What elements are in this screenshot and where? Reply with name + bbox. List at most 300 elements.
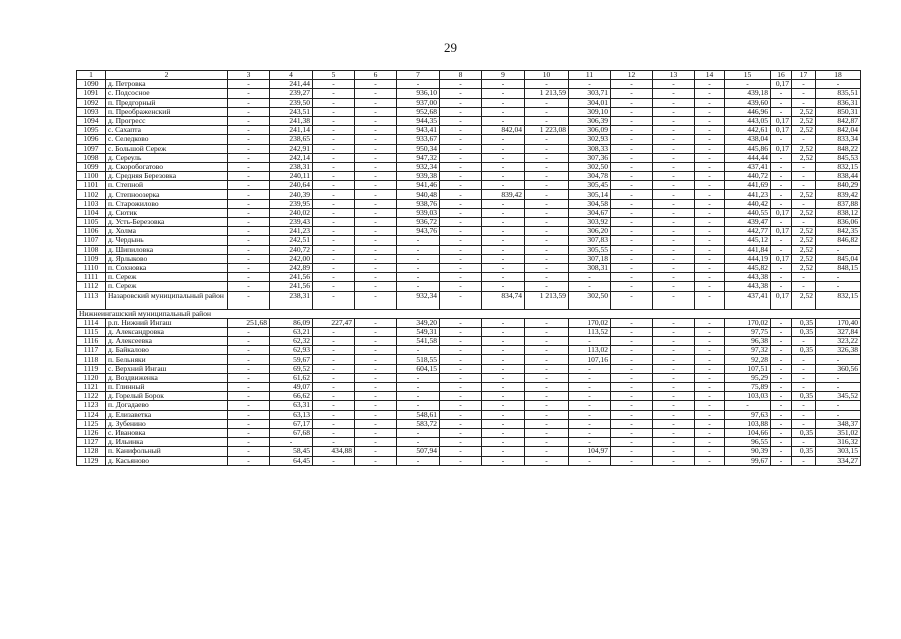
cell-value: 305,45 xyxy=(569,181,611,190)
cell-value: - xyxy=(653,172,695,181)
cell-value: - xyxy=(611,190,653,199)
cell-value: - xyxy=(482,318,525,327)
cell-value: 1 223,08 xyxy=(525,126,569,135)
cell-value: - xyxy=(569,383,611,392)
cell-value: 939,38 xyxy=(397,172,440,181)
cell-value: - xyxy=(482,116,525,125)
cell-value: - xyxy=(355,401,397,410)
cell-value: - xyxy=(482,236,525,245)
section-row xyxy=(77,309,861,318)
cell-value: - xyxy=(653,80,695,89)
cell-value: - xyxy=(695,80,725,89)
cell-value: 836,06 xyxy=(816,218,861,227)
cell-value: - xyxy=(228,456,270,465)
cell-value: 243,51 xyxy=(270,107,313,116)
cell-value: 440,72 xyxy=(725,172,771,181)
cell-value: 97,63 xyxy=(725,410,771,419)
column-number: 3 xyxy=(228,71,270,80)
cell-value: - xyxy=(355,383,397,392)
row-number: 1109 xyxy=(77,254,106,263)
table-row xyxy=(77,456,861,465)
settlement-name: д. Александровка xyxy=(106,327,228,336)
cell-value: 95,29 xyxy=(725,373,771,382)
cell-value: 97,75 xyxy=(725,327,771,336)
cell-value: - xyxy=(482,438,525,447)
cell-value: 437,41 xyxy=(725,162,771,171)
cell-value: 241,56 xyxy=(270,282,313,291)
cell-value: 0,17 xyxy=(771,291,792,309)
cell-value: - xyxy=(313,428,355,437)
cell-value: - xyxy=(695,392,725,401)
cell-value: 67,17 xyxy=(270,419,313,428)
row-number: 1129 xyxy=(77,456,106,465)
cell-value: - xyxy=(355,245,397,254)
cell-value: - xyxy=(313,135,355,144)
cell-value: - xyxy=(525,327,569,336)
cell-value: - xyxy=(653,245,695,254)
cell-value: - xyxy=(695,254,725,263)
cell-value: - xyxy=(440,172,482,181)
cell-value: - xyxy=(792,383,816,392)
cell-value: - xyxy=(440,227,482,236)
cell-value: 943,76 xyxy=(397,227,440,236)
cell-value: 323,22 xyxy=(816,337,861,346)
cell-value: - xyxy=(653,227,695,236)
cell-value: - xyxy=(771,107,792,116)
cell-value: 842,04 xyxy=(482,126,525,135)
cell-value: 67,68 xyxy=(270,428,313,437)
cell-value: - xyxy=(611,419,653,428)
cell-value: - xyxy=(440,346,482,355)
cell-value: - xyxy=(355,190,397,199)
cell-value: - xyxy=(611,245,653,254)
cell-value: - xyxy=(569,438,611,447)
cell-value: - xyxy=(440,373,482,382)
settlement-name: п. Сереж xyxy=(106,282,228,291)
cell-value: - xyxy=(355,273,397,282)
cell-value: 444,19 xyxy=(725,254,771,263)
cell-value: - xyxy=(611,383,653,392)
cell-value: 239,27 xyxy=(270,89,313,98)
cell-value: - xyxy=(816,245,861,254)
cell-value: 307,18 xyxy=(569,254,611,263)
cell-value: 241,14 xyxy=(270,126,313,135)
cell-value: - xyxy=(611,273,653,282)
cell-value: - xyxy=(792,89,816,98)
cell-value: - xyxy=(525,135,569,144)
cell-value: - xyxy=(569,410,611,419)
cell-value: - xyxy=(611,236,653,245)
cell-value: - xyxy=(482,135,525,144)
cell-value: 345,52 xyxy=(816,392,861,401)
cell-value: - xyxy=(653,364,695,373)
cell-value: - xyxy=(228,364,270,373)
settlement-name: с. Сахапта xyxy=(106,126,228,135)
cell-value: - xyxy=(792,419,816,428)
row-number: 1118 xyxy=(77,355,106,364)
cell-value: - xyxy=(771,355,792,364)
cell-value: - xyxy=(355,172,397,181)
cell-value: - xyxy=(771,456,792,465)
cell-value: 846,82 xyxy=(816,236,861,245)
table-row xyxy=(77,364,861,373)
cell-value: - xyxy=(771,383,792,392)
cell-value: - xyxy=(440,410,482,419)
cell-value: 302,50 xyxy=(569,291,611,309)
cell-value: 75,89 xyxy=(725,383,771,392)
cell-value: 0,17 xyxy=(771,208,792,217)
cell-value: - xyxy=(569,273,611,282)
cell-value: - xyxy=(228,181,270,190)
row-number: 1100 xyxy=(77,172,106,181)
column-number: 10 xyxy=(525,71,569,80)
cell-value: - xyxy=(525,190,569,199)
cell-value: 940,48 xyxy=(397,190,440,199)
column-number: 6 xyxy=(355,71,397,80)
cell-value: 839,42 xyxy=(816,190,861,199)
cell-value: - xyxy=(771,181,792,190)
cell-value: - xyxy=(771,98,792,107)
cell-value: - xyxy=(313,291,355,309)
cell-value: - xyxy=(792,364,816,373)
cell-value: - xyxy=(397,428,440,437)
cell-value: - xyxy=(695,373,725,382)
cell-value: - xyxy=(228,218,270,227)
cell-value: - xyxy=(355,428,397,437)
cell-value: - xyxy=(482,199,525,208)
cell-value: - xyxy=(440,355,482,364)
cell-value: - xyxy=(525,282,569,291)
cell-value: - xyxy=(792,438,816,447)
cell-value: - xyxy=(695,172,725,181)
cell-value: - xyxy=(695,337,725,346)
cell-value: - xyxy=(525,172,569,181)
cell-value: - xyxy=(482,254,525,263)
cell-value: 348,37 xyxy=(816,419,861,428)
cell-value: - xyxy=(313,273,355,282)
row-number: 1117 xyxy=(77,346,106,355)
cell-value: - xyxy=(653,144,695,153)
cell-value: - xyxy=(816,282,861,291)
cell-value: - xyxy=(397,346,440,355)
cell-value: - xyxy=(569,80,611,89)
cell-value: 943,41 xyxy=(397,126,440,135)
cell-value: - xyxy=(440,199,482,208)
settlement-name: д. Петровка xyxy=(106,80,228,89)
cell-value: - xyxy=(482,383,525,392)
table-row xyxy=(77,438,861,447)
cell-value: - xyxy=(355,346,397,355)
cell-value: - xyxy=(355,282,397,291)
cell-value: - xyxy=(653,98,695,107)
cell-value: - xyxy=(695,318,725,327)
cell-value: - xyxy=(397,392,440,401)
cell-value: - xyxy=(653,254,695,263)
cell-value: - xyxy=(440,327,482,336)
cell-value: - xyxy=(695,199,725,208)
cell-value: - xyxy=(792,135,816,144)
cell-value: - xyxy=(792,373,816,382)
table-row xyxy=(77,245,861,254)
settlement-name: д. Средняя Березовка xyxy=(106,172,228,181)
cell-value: - xyxy=(482,419,525,428)
cell-value: - xyxy=(771,318,792,327)
cell-value: - xyxy=(725,401,771,410)
cell-value: - xyxy=(611,80,653,89)
cell-value: 442,77 xyxy=(725,227,771,236)
cell-value: - xyxy=(525,364,569,373)
cell-value: - xyxy=(482,181,525,190)
cell-value: - xyxy=(771,447,792,456)
cell-value: - xyxy=(695,245,725,254)
settlement-name: с. Верхний Ингаш xyxy=(106,364,228,373)
cell-value: 62,32 xyxy=(270,337,313,346)
cell-value: 937,00 xyxy=(397,98,440,107)
cell-value: - xyxy=(653,447,695,456)
row-number: 1092 xyxy=(77,98,106,107)
cell-value: - xyxy=(816,401,861,410)
cell-value: - xyxy=(313,80,355,89)
cell-value: - xyxy=(611,126,653,135)
cell-value: 306,20 xyxy=(569,227,611,236)
cell-value: 932,34 xyxy=(397,291,440,309)
cell-value: 845,04 xyxy=(816,254,861,263)
cell-value: 103,03 xyxy=(725,392,771,401)
cell-value: 443,05 xyxy=(725,116,771,125)
cell-value: 90,39 xyxy=(725,447,771,456)
cell-value: 0,17 xyxy=(771,227,792,236)
cell-value: - xyxy=(611,355,653,364)
cell-value: - xyxy=(695,153,725,162)
cell-value: - xyxy=(525,218,569,227)
cell-value: 96,55 xyxy=(725,438,771,447)
cell-value: - xyxy=(440,282,482,291)
table-row xyxy=(77,273,861,282)
cell-value: - xyxy=(228,355,270,364)
cell-value: - xyxy=(695,126,725,135)
cell-value: 518,55 xyxy=(397,355,440,364)
cell-value: - xyxy=(482,227,525,236)
cell-value: - xyxy=(653,383,695,392)
cell-value: - xyxy=(482,153,525,162)
cell-value: - xyxy=(313,208,355,217)
cell-value: - xyxy=(695,181,725,190)
cell-value: - xyxy=(482,282,525,291)
cell-value: - xyxy=(611,327,653,336)
cell-value: - xyxy=(653,428,695,437)
column-number: 13 xyxy=(653,71,695,80)
cell-value: 446,96 xyxy=(725,107,771,116)
row-number: 1094 xyxy=(77,116,106,125)
cell-value: 445,12 xyxy=(725,236,771,245)
row-number: 1124 xyxy=(77,410,106,419)
cell-value: - xyxy=(611,116,653,125)
cell-value: 445,86 xyxy=(725,144,771,153)
cell-value: 59,67 xyxy=(270,355,313,364)
settlement-name: п. Канифольный xyxy=(106,447,228,456)
row-number: 1107 xyxy=(77,236,106,245)
table-row xyxy=(77,144,861,153)
cell-value: 240,02 xyxy=(270,208,313,217)
cell-value: - xyxy=(569,373,611,382)
settlement-name: д. Касьяново xyxy=(106,456,228,465)
cell-value: - xyxy=(313,419,355,428)
cell-value: - xyxy=(313,144,355,153)
row-number: 1115 xyxy=(77,327,106,336)
cell-value: - xyxy=(771,236,792,245)
cell-value: - xyxy=(771,89,792,98)
cell-value: - xyxy=(355,236,397,245)
cell-value: - xyxy=(355,337,397,346)
cell-value: - xyxy=(653,199,695,208)
cell-value: - xyxy=(771,273,792,282)
cell-value: 305,14 xyxy=(569,190,611,199)
cell-value: 251,68 xyxy=(228,318,270,327)
settlement-name: д. Алексеевка xyxy=(106,337,228,346)
cell-value: - xyxy=(228,392,270,401)
cell-value: - xyxy=(653,318,695,327)
cell-value: 61,62 xyxy=(270,373,313,382)
settlement-name: д. Елизаветка xyxy=(106,410,228,419)
column-number: 16 xyxy=(771,71,792,80)
cell-value: - xyxy=(525,346,569,355)
cell-value: 437,41 xyxy=(725,291,771,309)
cell-value: - xyxy=(228,282,270,291)
cell-value: - xyxy=(355,373,397,382)
settlement-name: д. Сютик xyxy=(106,208,228,217)
table-row xyxy=(77,107,861,116)
cell-value: 170,02 xyxy=(569,318,611,327)
cell-value: 2,52 xyxy=(792,254,816,263)
cell-value: 304,67 xyxy=(569,208,611,217)
cell-value: - xyxy=(355,199,397,208)
cell-value: 434,88 xyxy=(313,447,355,456)
cell-value: - xyxy=(440,245,482,254)
cell-value: - xyxy=(525,199,569,208)
cell-value: 240,72 xyxy=(270,245,313,254)
table-row xyxy=(77,401,861,410)
cell-value: 850,31 xyxy=(816,107,861,116)
cell-value: - xyxy=(611,199,653,208)
cell-value: - xyxy=(653,116,695,125)
cell-value: 2,52 xyxy=(792,126,816,135)
settlement-name: п. Глинный xyxy=(106,383,228,392)
table-row xyxy=(77,428,861,437)
row-number: 1101 xyxy=(77,181,106,190)
cell-value: - xyxy=(313,383,355,392)
cell-value: 104,66 xyxy=(725,428,771,437)
cell-value: - xyxy=(695,364,725,373)
cell-value: - xyxy=(313,355,355,364)
cell-value: - xyxy=(313,236,355,245)
cell-value: - xyxy=(313,245,355,254)
cell-value: - xyxy=(792,337,816,346)
cell-value: - xyxy=(653,392,695,401)
cell-value: - xyxy=(355,254,397,263)
settlement-name: п. Сохновка xyxy=(106,263,228,272)
cell-value: - xyxy=(792,282,816,291)
cell-value: 240,11 xyxy=(270,172,313,181)
cell-value: - xyxy=(653,327,695,336)
cell-value: - xyxy=(440,401,482,410)
cell-value: 62,93 xyxy=(270,346,313,355)
table-row xyxy=(77,337,861,346)
cell-value: - xyxy=(482,364,525,373)
settlement-name: п. Старожилово xyxy=(106,199,228,208)
cell-value: - xyxy=(653,263,695,272)
cell-value: - xyxy=(653,337,695,346)
cell-value: - xyxy=(695,162,725,171)
cell-value: - xyxy=(525,318,569,327)
tariff-table xyxy=(76,70,861,466)
cell-value: - xyxy=(525,144,569,153)
settlement-name: с. Подсосное xyxy=(106,89,228,98)
cell-value: 439,60 xyxy=(725,98,771,107)
cell-value: 303,15 xyxy=(816,447,861,456)
cell-value: - xyxy=(228,410,270,419)
cell-value: 242,91 xyxy=(270,144,313,153)
column-number: 8 xyxy=(440,71,482,80)
cell-value: 92,28 xyxy=(725,355,771,364)
cell-value: - xyxy=(611,456,653,465)
cell-value: - xyxy=(525,181,569,190)
cell-value: 548,61 xyxy=(397,410,440,419)
cell-value: 63,13 xyxy=(270,410,313,419)
cell-value: 0,35 xyxy=(792,428,816,437)
cell-value: 241,23 xyxy=(270,227,313,236)
cell-value: - xyxy=(611,291,653,309)
cell-value: 440,42 xyxy=(725,199,771,208)
table-row xyxy=(77,80,861,89)
cell-value: 0,17 xyxy=(771,116,792,125)
cell-value: 238,65 xyxy=(270,135,313,144)
cell-value: - xyxy=(355,144,397,153)
cell-value: - xyxy=(611,153,653,162)
cell-value: - xyxy=(653,107,695,116)
cell-value: - xyxy=(228,346,270,355)
cell-value: 0,17 xyxy=(771,144,792,153)
cell-value: - xyxy=(653,236,695,245)
cell-value: - xyxy=(313,456,355,465)
cell-value: - xyxy=(569,401,611,410)
table-row xyxy=(77,419,861,428)
cell-value: - xyxy=(792,181,816,190)
cell-value: 64,45 xyxy=(270,456,313,465)
cell-value: - xyxy=(653,190,695,199)
cell-value: - xyxy=(792,273,816,282)
cell-value: 0,35 xyxy=(792,327,816,336)
row-number: 1116 xyxy=(77,337,106,346)
cell-value: - xyxy=(611,227,653,236)
cell-value: - xyxy=(525,438,569,447)
column-number: 17 xyxy=(792,71,816,80)
cell-value: - xyxy=(228,199,270,208)
cell-value: 305,55 xyxy=(569,245,611,254)
cell-value: - xyxy=(525,236,569,245)
cell-value: - xyxy=(525,456,569,465)
row-number: 1122 xyxy=(77,392,106,401)
cell-value: 932,34 xyxy=(397,162,440,171)
cell-value: 2,52 xyxy=(792,144,816,153)
cell-value: - xyxy=(440,438,482,447)
cell-value: - xyxy=(355,181,397,190)
cell-value: - xyxy=(440,218,482,227)
table-row xyxy=(77,218,861,227)
cell-value: - xyxy=(653,126,695,135)
cell-value: - xyxy=(228,162,270,171)
cell-value: 834,74 xyxy=(482,291,525,309)
cell-value: 69,52 xyxy=(270,364,313,373)
